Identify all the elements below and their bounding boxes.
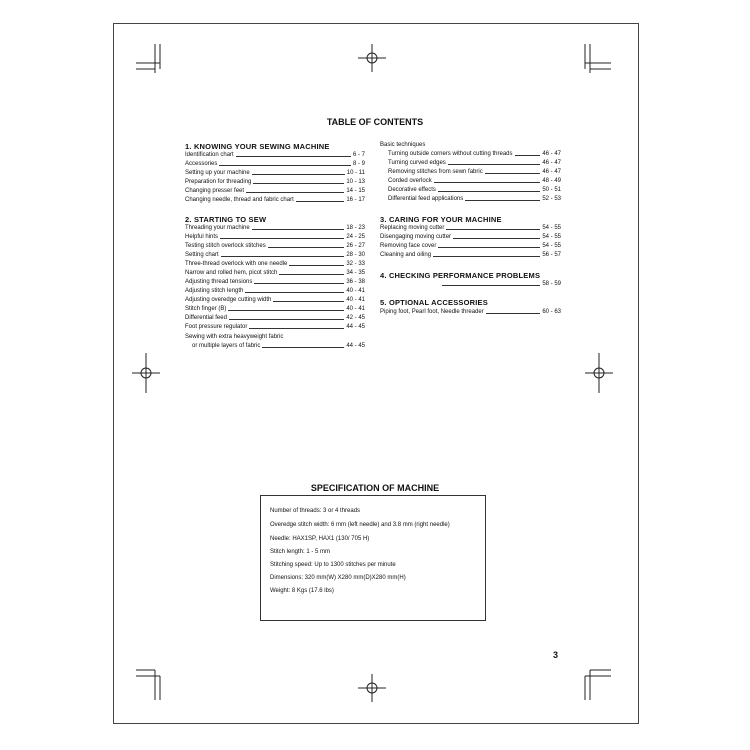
toc-entry: Corded overlock 48 - 49 <box>388 178 561 184</box>
toc-entry-line: Sewing with extra heavyweight fabric <box>185 334 284 340</box>
toc-entry: Disengaging moving cutter 54 - 55 <box>380 234 561 240</box>
toc-entry: Replacing moving cutter 54 - 55 <box>380 225 561 231</box>
section-heading: 5. OPTIONAL ACCESSORIES <box>380 298 488 307</box>
spec-line: Dimensions: 320 mm(W) X280 mm(D)X280 mm(H) <box>270 575 406 581</box>
toc-entry: Setting chart 28 - 30 <box>185 252 365 258</box>
toc-entry: or multiple layers of fabric 44 - 45 <box>192 343 365 349</box>
section-heading: 4. CHECKING PERFORMANCE PROBLEMS <box>380 271 541 280</box>
toc-entry: Setting up your machine 10 - 11 <box>185 170 365 176</box>
spec-line: Stitching speed: Up to 1300 stitches per minute <box>270 562 396 568</box>
toc-entry: Narrow and rolled hem, picot stitch 34 - 35 <box>185 270 365 276</box>
toc-entry: Identification chart 6 - 7 <box>185 152 365 158</box>
toc-entry: Preparation for threading 10 - 13 <box>185 179 365 185</box>
section-heading: 2. STARTING TO SEW <box>185 215 267 224</box>
toc-entry: 58 - 59 <box>440 280 561 289</box>
toc-entry: Turning curved edges 46 - 47 <box>388 160 561 166</box>
toc-entry: Turning outside corners without cutting threads 46 - 47 <box>388 151 561 157</box>
toc-entry: Foot pressure regulator 44 - 45 <box>185 324 365 330</box>
toc-entry: Accessories 8 - 9 <box>185 161 365 167</box>
section-heading: 1. KNOWING YOUR SEWING MACHINE <box>185 142 330 151</box>
toc-entry: Threading your machine 18 - 23 <box>185 225 365 231</box>
toc-entry: Adjusting overedge cutting width 40 - 41 <box>185 297 365 303</box>
toc-entry: Adjusting thread tensions 36 - 38 <box>185 279 365 285</box>
subsection-heading: Basic techniques <box>380 142 426 148</box>
toc-title: TABLE OF CONTENTS <box>326 117 424 127</box>
spec-line: Number of threads: 3 or 4 threads <box>270 508 361 514</box>
spec-line: Stitch length: 1 - 5 mm <box>270 549 331 555</box>
toc-entry: Stitch finger (B) 40 - 41 <box>185 306 365 312</box>
spec-line: Weight: 8 Kgs (17.6 lbs) <box>270 588 334 594</box>
toc-entry: Differential feed applications 52 - 53 <box>388 196 561 202</box>
spec-line: Overedge stitch width: 6 mm (left needle) and 3.8 mm (right needle) <box>270 522 450 528</box>
toc-entry: Changing presser feet 14 - 15 <box>185 188 365 194</box>
page-number: 3 <box>553 650 559 660</box>
toc-entry: Cleaning and oiling 56 - 57 <box>380 252 561 258</box>
toc-entry: Testing stitch overlock stitches 26 - 27 <box>185 243 365 249</box>
toc-entry: Differential feed 42 - 45 <box>185 315 365 321</box>
toc-entry: Removing face cover 54 - 55 <box>380 243 561 249</box>
toc-entry: Piping foot, Pearl foot, Needle threader 60 - 63 <box>380 309 561 315</box>
toc-entry: Changing needle, thread and fabric chart 16 - 17 <box>185 197 365 203</box>
spec-line: Needle: HAX1SP, HAX1 (130/ 705 H) <box>270 536 370 542</box>
toc-entry: Removing stitches from sewn fabric 46 - 47 <box>388 169 561 175</box>
section-heading: 3. CARING FOR YOUR MACHINE <box>380 215 502 224</box>
toc-entry: Adjusting stitch length 40 - 41 <box>185 288 365 294</box>
toc-entry: Helpful hints 24 - 25 <box>185 234 365 240</box>
toc-entry: Three-thread overlock with one needle 32 - 33 <box>185 261 365 267</box>
toc-entry: Decorative effects 50 - 51 <box>388 187 561 193</box>
spec-title: SPECIFICATION OF MACHINE <box>310 483 440 493</box>
